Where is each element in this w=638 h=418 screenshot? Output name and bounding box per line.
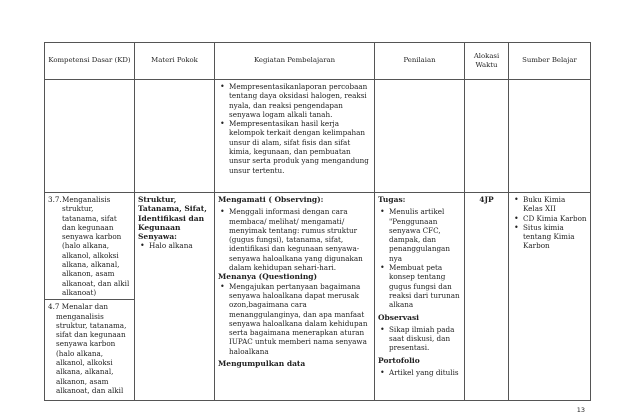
tugas-list bbox=[378, 207, 461, 309]
mengamati-list bbox=[218, 207, 371, 272]
materi-title: Struktur, Tatanama, Sifat, Identifikasi dan Kegunaan Senyawa: bbox=[138, 195, 207, 242]
portofolio-list bbox=[378, 368, 461, 377]
cell-kegiatan bbox=[215, 80, 375, 193]
syllabus-table bbox=[44, 42, 591, 401]
kd-text: menganalisis struktur, tatanama, sifat dan kegunaan senyawa karbon (halo alkana, alkanol, alkoksi alkana, alkanal, alkanon, asam alkanoat, dan alkil bbox=[56, 311, 127, 395]
cell-penilaian-empty bbox=[375, 80, 465, 193]
kd-first-line: 4.7 Menalar dan bbox=[48, 302, 109, 312]
observasi-title: Observasi bbox=[378, 312, 420, 322]
header-sumber: Sumber Belajar bbox=[509, 43, 591, 80]
page-number: 13 bbox=[576, 406, 585, 414]
cell-kegiatan bbox=[215, 193, 375, 401]
menanya-title: Menanya (Questioning) bbox=[218, 272, 318, 282]
mengumpulkan-title: Mengumpulkan data bbox=[218, 359, 306, 369]
sumber-list bbox=[512, 195, 587, 251]
list-item: • Sikap ilmiah pada saat diskusi, dan presentasi. bbox=[378, 325, 461, 353]
mengamati-title: Mengamati ( Observing): bbox=[218, 195, 324, 204]
header-materi: Materi Pokok bbox=[135, 43, 215, 80]
cell-alokasi: 4JP bbox=[465, 193, 509, 401]
list-item: • Menulis artikel "Penggunaan senyawa CFC, dampak, dan penanggulangan nya bbox=[378, 207, 461, 263]
list-item: • Mempresentasikan hasil kerja kelompok terkait dengan kelimpahan unsur di alam, sifat fisis dan sifat kimia, kegunaan, dan pembuatan unsur serta produk yang mengandung unsur tertentu. bbox=[218, 119, 371, 175]
portofolio-title: Portofolio bbox=[378, 355, 420, 365]
list-item: • Mengajukan pertanyaan bagaimana senyawa haloalkana dapat merusak ozon,bagaimana cara menanggulanginya, dan apa manfaat senyawa haloalkana dalam kehidupan serta bagaimana menerapkan aturan IUPAC untuk memberi nama senyawa haloalkana bbox=[218, 282, 371, 356]
list-item: • Membuat peta konsep tentang gugus fungsi dan reaksi dari turunan alkana bbox=[378, 263, 461, 309]
header-penilaian: Penilaian bbox=[375, 43, 465, 80]
cell-penilaian bbox=[375, 193, 465, 401]
table-row bbox=[45, 80, 591, 193]
cell-materi bbox=[135, 193, 215, 401]
list-item: • Mempresentasikanlaporan percobaan tentang daya oksidasi halogen, reaksi nyala, dan reaksi pengendapan senyawa logam alkali tanah. bbox=[218, 82, 371, 119]
cell-kd-4-7 bbox=[45, 300, 135, 401]
cell-kd bbox=[45, 193, 135, 300]
menanya-list bbox=[218, 282, 371, 356]
cell-kd-empty bbox=[45, 80, 135, 193]
materi-list bbox=[138, 241, 211, 250]
cell-materi-empty bbox=[135, 80, 215, 193]
kegiatan-list bbox=[218, 82, 371, 175]
cell-sumber-empty bbox=[509, 80, 591, 193]
table-row bbox=[45, 193, 591, 300]
observasi-list bbox=[378, 325, 461, 353]
kd-number: 3.7. bbox=[48, 195, 62, 204]
kd-text: Menganalisis struktur, tatanama, sifat dan kegunaan senyawa karbon (halo alkana, alkanol, alkoksi alkana, alkanal, alkanon, asam alkanoat, dan alkil alkanoat) bbox=[62, 195, 130, 297]
table-header-row bbox=[45, 43, 591, 80]
list-item: • CD Kimia Karbon bbox=[512, 214, 587, 223]
tugas-title: Tugas: bbox=[378, 195, 406, 204]
list-item: • Menggali informasi dengan cara membaca/ melihat/ mengamati/ menyimak tentang: rumus struktur (gugus fungsi), tatanama, sifat, identifikasi dan kegunaan senyawa-senyawa haloalkana yang digunakan dalam kehidupan sehari-hari. bbox=[218, 207, 371, 272]
header-kegiatan: Kegiatan Pembelajaran bbox=[215, 43, 375, 80]
list-item: • Halo alkana bbox=[138, 241, 211, 250]
cell-alokasi-empty bbox=[465, 80, 509, 193]
list-item: • Situs kimia tentang Kimia Karbon bbox=[512, 223, 587, 251]
kd-4-7 bbox=[48, 302, 131, 395]
list-item: • Artikel yang ditulis bbox=[378, 368, 461, 377]
header-alokasi: Alokasi Waktu bbox=[465, 43, 509, 80]
kd-3-7 bbox=[48, 195, 131, 297]
list-item: • Buku Kimia Kelas XII bbox=[512, 195, 587, 214]
header-kd: Kompetensi Dasar (KD) bbox=[45, 43, 135, 80]
cell-sumber bbox=[509, 193, 591, 401]
